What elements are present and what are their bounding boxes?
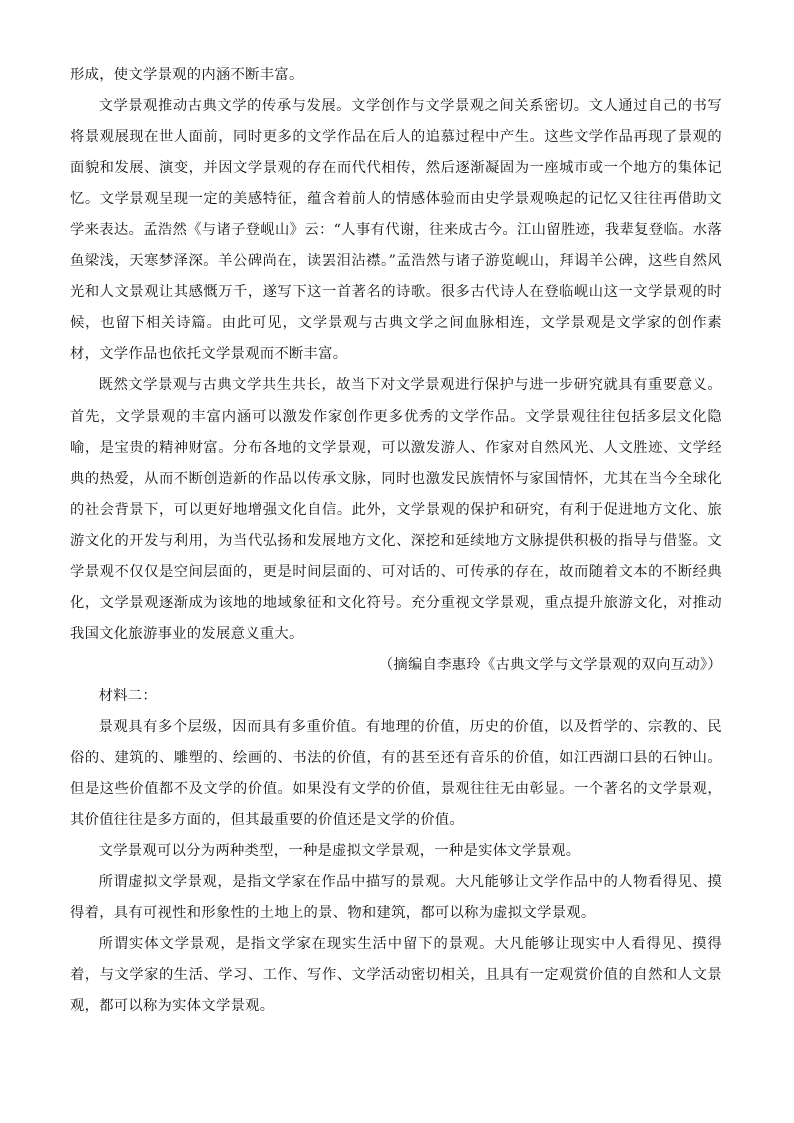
paragraph: 所谓虚拟文学景观，是指文学家在作品中描写的景观。大凡能够让文学作品中的人物看得见、摸得着，具有可视性和形象性的土地上的景、物和建筑，都可以称为虚拟文学景观。 — [70, 874, 722, 922]
paragraph: 所谓实体文学景观，是指文学家在现实生活中留下的景观。大凡能够让现实中人看得见、摸得着，与文学家的生活、学习、工作、写作、文学活动密切相关，且具有一定观赏价值的自然和人文景观，都可以称为实体文学景观。 — [70, 936, 722, 1015]
paragraph: 形成，使文学景观的内涵不断丰富。 — [70, 67, 304, 83]
paragraph: 既然文学景观与古典文学共生共长，故当下对文学景观进行保护与进一步研究就具有重要意义。首先，文学景观的丰富内涵可以激发作家创作更多优秀的文学作品。文学景观往往包括多层文化隐喻，是宝贵的精神财富。分布各地的文学景观，可以激发游人、作家对自然风光、人文胜迹、文学经典的热爱，从而不断创造新的作品以传承文脉，同时也激发民族情怀与家国情怀，尤其在当今全球化的社会背景下，可以更好地增强文化自信。此外，文学景观的保护和研究，有利于促进地方文化、旅游文化的开发与利用，为当代弘扬和发展地方文化、深挖和延续地方文脉提供积极的指导与借鉴。文学景观不仅仅是空间层面的，更是时间层面的、可对话的、可传承的存在，故而随着文本的不断经典化，文学景观逐渐成为该地的地域象征和文化符号。充分重视文学景观，重点提升旅游文化，对推动我国文化旅游事业的发展意义重大。 — [70, 377, 722, 642]
section-label: 材料二： — [98, 687, 157, 704]
source-citation: （摘编自李惠玲《古典文学与文学景观的双向互动》） — [378, 656, 722, 673]
paragraph: 文学景观可以分为两种类型，一种是虚拟文学景观，一种是实体文学景观。 — [98, 843, 581, 860]
paragraph: 景观具有多个层级，因而具有多重价值。有地理的价值，历史的价值，以及哲学的、宗教的、民俗的、建筑的、雕塑的、绘画的、书法的价值，有的甚至还有音乐的价值，如江西湖口县的石钟山。但是这些价值都不及文学的价值。如果没有文学的价值，景观往往无由彰显。一个著名的文学景观，其价值往往是多方面的，但其最重要的价值还是文学的价值。 — [70, 718, 722, 829]
document-page — [70, 60, 722, 1022]
paragraph: 文学景观推动古典文学的传承与发展。文学创作与文学景观之间关系密切。文人通过自己的书写将景观展现在世人面前，同时更多的文学作品在后人的追慕过程中产生。这些文学作品再现了景观的面貌和发展、演变，并因文学景观的存在而代代相传，然后逐渐凝固为一座城市或一个地方的集体记忆。文学景观呈现一定的美感特征，蕴含着前人的情感体验而由史学景观唤起的记忆又往往再借助文学来表达。孟浩然《与诸子登岘山》云：“人事有代谢，往来成古今。江山留胜迹，我辈复登临。水落鱼梁浅，天寒梦泽深。羊公碑尚在，读罢泪沾襟。”孟浩然与诸子游览岘山，拜谒羊公碑，这些自然风光和人文景观让其感慨万千，遂写下这一首著名的诗歌。很多古代诗人在登临岘山这一文学景观的时候，也留下相关诗篇。由此可见，文学景观与古典文学之间血脉相连，文学景观是文学家的创作素材，文学作品也依托文学景观而不断丰富。 — [70, 98, 722, 363]
